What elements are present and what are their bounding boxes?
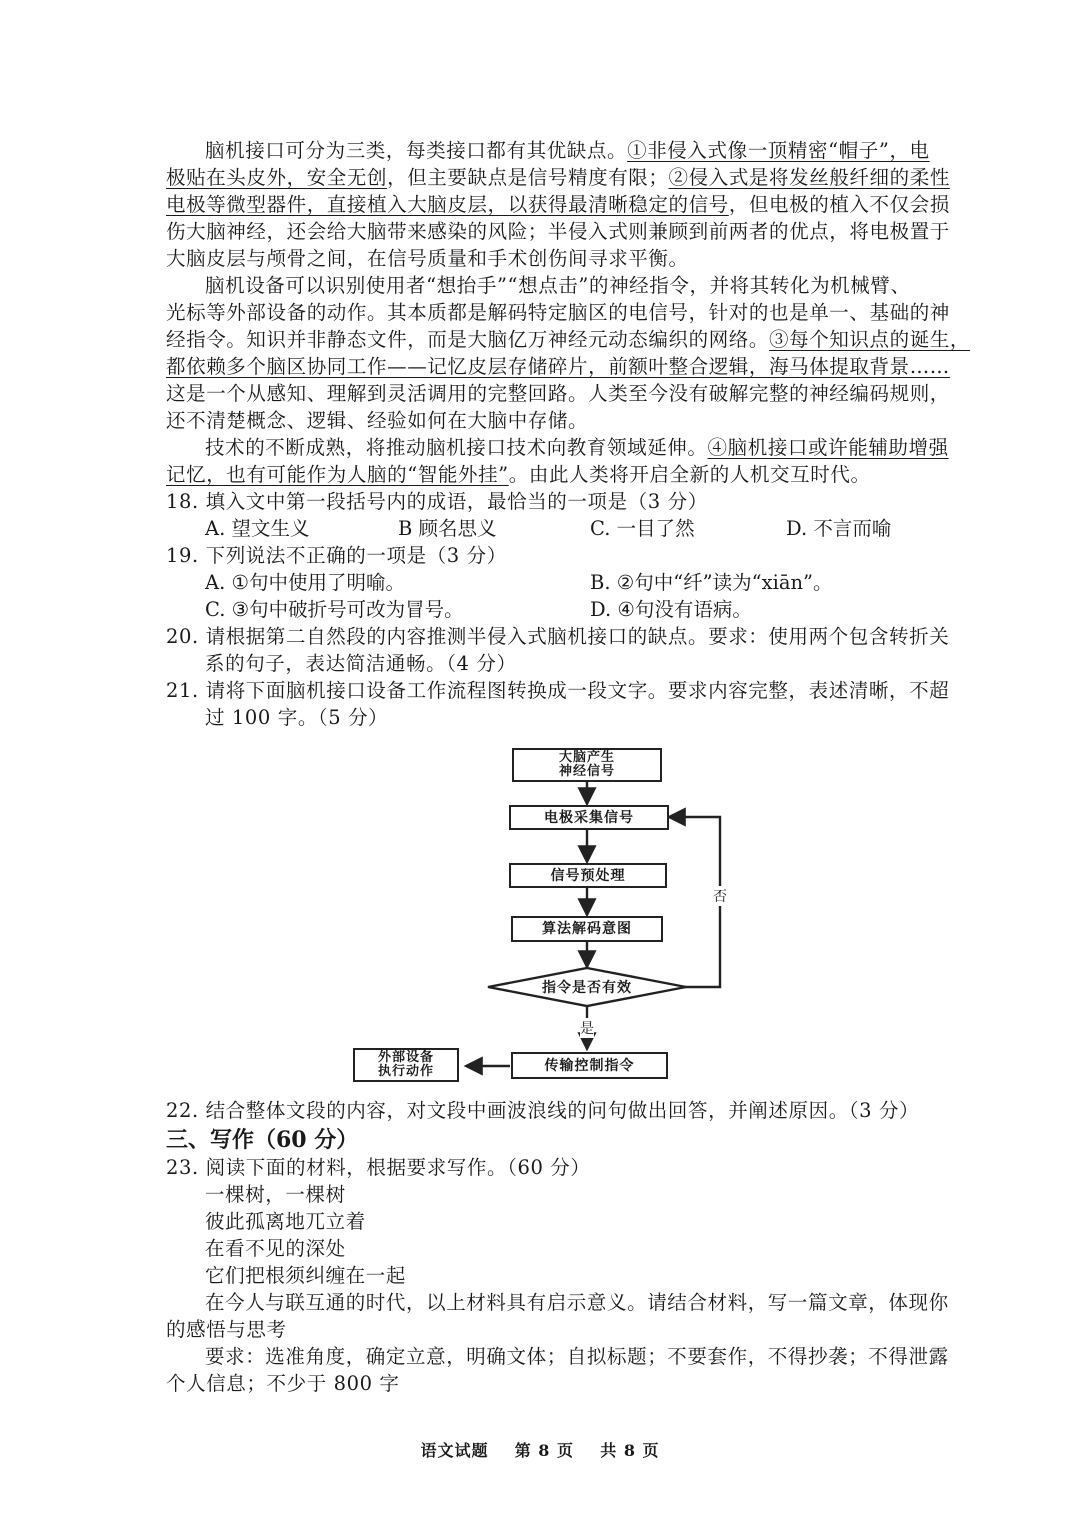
- q18-option-a: A. 望文生义: [205, 517, 310, 540]
- poem-line: 一棵树，一棵树: [205, 1183, 346, 1206]
- passage-line: 记忆，也有可能作为人脑的“智能外挂”。由此人类将开启全新的人机交互时代。: [166, 463, 871, 486]
- passage-line: 伤大脑神经，还会给大脑带来感染的风险；半侵入式则兼顾到前两者的优点，将电极置于: [166, 220, 950, 243]
- flow-step-brain-signal: 大脑产生 神经信号: [512, 748, 662, 782]
- passage-line: 光标等外部设备的动作。其本质都是解码特定脑区的电信号，针对的也是单一、基础的神: [166, 301, 950, 324]
- passage-line: 脑机接口可分为三类，每类接口都有其优缺点。①非侵入式像一顶精密“帽子”，电: [205, 139, 930, 162]
- poem-line: 它们把根须纠缠在一起: [205, 1264, 407, 1287]
- question-18: 18. 填入文中第一段括号内的成语，最恰当的一项是（3 分）: [166, 490, 708, 513]
- flow-step-electrode-collect: 电极采集信号: [509, 805, 669, 830]
- poem-line: 在看不见的深处: [205, 1237, 346, 1260]
- q18-option-c: C. 一目了然: [590, 517, 695, 540]
- passage-line: 这是一个从感知、理解到灵活调用的完整回路。人类至今没有破解完整的神经编码规则，: [166, 382, 950, 405]
- writing-requirements-cont: 个人信息；不少于 800 字: [166, 1372, 400, 1395]
- flow-step-preprocess: 信号预处理: [509, 863, 667, 888]
- writing-requirements: 要求：选准角度，确定立意，明确文体；自拟标题；不要套作，不得抄袭；不得泄露: [205, 1345, 949, 1368]
- poem-line: 彼此孤离地兀立着: [205, 1210, 366, 1233]
- page-footer: 语文试题 第 8 页 共 8 页: [420, 1441, 660, 1460]
- decision-label: 指令是否有效: [542, 980, 632, 996]
- yes-label: 是: [580, 1018, 594, 1038]
- passage-line: 都依赖多个脑区协同工作——记忆皮层存储碎片，前额叶整合逻辑，海马体提取背景……: [166, 355, 950, 378]
- q19-option-b: B. ②句中“纤”读为“xiān”。: [590, 571, 833, 594]
- question-20: 20. 请根据第二自然段的内容推测半侵入式脑机接口的缺点。要求：使用两个包含转折关: [166, 625, 950, 648]
- passage-line: 脑机设备可以识别使用者“想抬手”“想点击”的神经指令，并将其转化为机械臂、: [205, 274, 911, 297]
- flow-step-decode: 算法解码意图: [511, 916, 663, 942]
- question-20-cont: 系的句子，表达简洁通畅。（4 分）: [205, 652, 517, 675]
- passage-line: 还不清楚概念、逻辑、经验如何在大脑中存储。: [166, 409, 589, 432]
- question-23: 23. 阅读下面的材料，根据要求写作。（60 分）: [166, 1156, 591, 1179]
- passage-line: 技术的不断成熟，将推动脑机接口技术向教育领域延伸。④脑机接口或许能辅助增强: [205, 436, 949, 459]
- passage-line: 经指令。知识并非静态文件，而是大脑亿万神经元动态编织的网络。③每个知识点的诞生，: [166, 328, 971, 351]
- writing-prompt-cont: 的感悟与思考: [166, 1318, 287, 1341]
- passage-line: 电极等微型器件，直接植入大脑皮层，以获得最清晰稳定的信号，但电极的植入不仅会损: [166, 193, 950, 216]
- question-21-cont: 过 100 字。（5 分）: [205, 706, 389, 729]
- section-heading: 三、写作（60 分）: [166, 1127, 359, 1153]
- passage-line: 大脑皮层与颅骨之间，在信号质量和手术创伤间寻求平衡。: [166, 247, 689, 270]
- question-19: 19. 下列说法不正确的一项是（3 分）: [166, 544, 507, 567]
- flow-step-transmit: 传输控制指令: [511, 1052, 668, 1079]
- no-label: 否: [712, 886, 728, 906]
- q18-option-d: D. 不言而喻: [786, 517, 892, 540]
- q19-option-c: C. ③句中破折号可改为冒号。: [205, 598, 464, 621]
- q19-option-d: D. ④句没有语病。: [590, 598, 752, 621]
- q19-option-a: A. ①句中使用了明喻。: [205, 571, 405, 594]
- q18-option-b: B 顾名思义: [398, 517, 497, 540]
- passage-line: 极贴在头皮外，安全无创，但主要缺点是信号精度有限；②侵入式是将发丝般纤细的柔性: [166, 166, 950, 189]
- question-22: 22. 结合整体文段的内容，对文段中画波浪线的问句做出回答，并阐述原因。（3 分）: [166, 1099, 920, 1122]
- writing-prompt: 在今人与联互通的时代，以上材料具有启示意义。请结合材料，写一篇文章，体现你: [205, 1291, 949, 1314]
- flow-step-device-action: 外部设备 执行动作: [353, 1048, 459, 1082]
- question-21: 21. 请将下面脑机接口设备工作流程图转换成一段文字。要求内容完整，表述清晰，不超: [166, 679, 950, 702]
